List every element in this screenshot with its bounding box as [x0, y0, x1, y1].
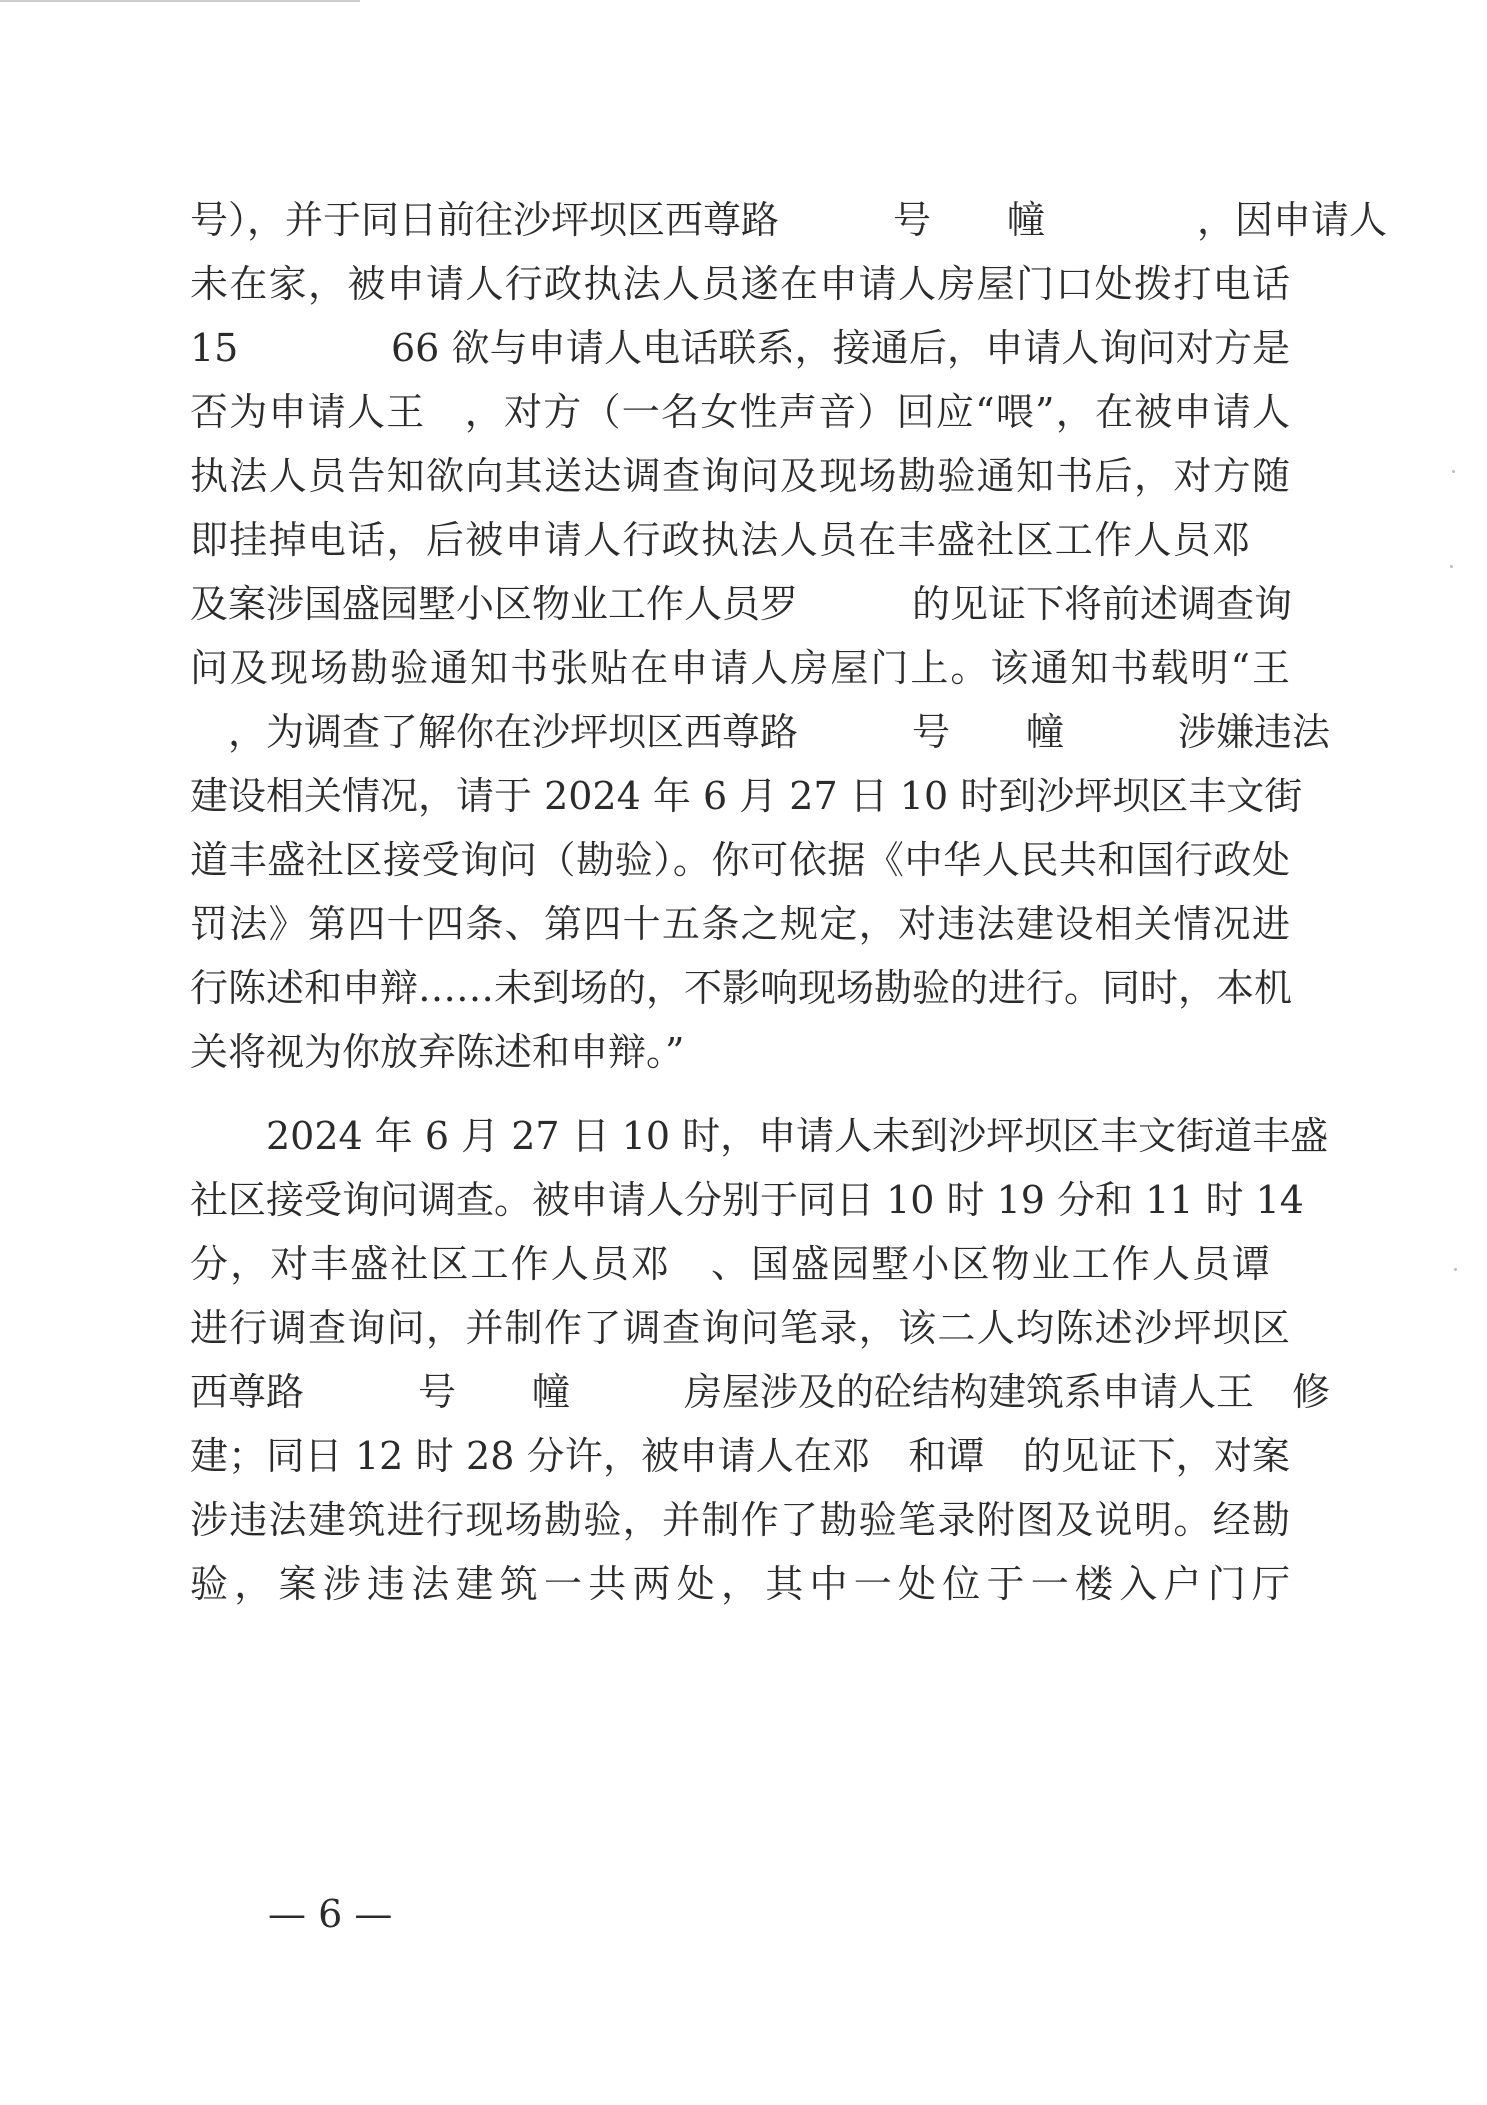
text-line-15: 2024 年 6 月 27 日 10 时，申请人未到沙坪坝区丰文街道丰盛	[190, 1114, 1329, 1158]
top-edge-rule	[0, 0, 360, 2]
text-line-4: 否为申请人王 ，对方（一名女性声音）回应“喂”，在被申请人	[190, 390, 1290, 434]
scan-speck	[1452, 470, 1455, 473]
text-line-7: 及案涉国盛园墅小区物业工作人员罗 的见证下将前述调查询	[190, 582, 1293, 626]
text-line-16: 社区接受询问调查。被申请人分别于同日 10 时 19 分和 11 时 14	[190, 1178, 1304, 1222]
text-line-22: 验，案涉违法建筑一共两处，其中一处位于一楼入户门厅	[190, 1562, 1290, 1606]
text-line-12: 罚法》第四十四条、第四十五条之规定，对违法建设相关情况进	[190, 902, 1290, 946]
text-line-20: 建；同日 12 时 28 分许，被申请人在邓 和谭 的见证下，对案	[190, 1434, 1290, 1478]
text-line-6: 即挂掉电话，后被申请人行政执法人员在丰盛社区工作人员邓	[190, 518, 1250, 562]
text-line-3: 15 66 欲与申请人电话联系，接通后，申请人询问对方是	[190, 326, 1290, 370]
page-number: — 6 —	[268, 1892, 393, 1936]
text-line-18: 进行调查询问，并制作了调查询问笔录，该二人均陈述沙坪坝区	[190, 1306, 1290, 1350]
text-line-14: 关将视为你放弃陈述和申辩。”	[190, 1030, 685, 1074]
text-line-1: 号），并于同日前往沙坪坝区西尊路 号 幢 ，因申请人	[190, 198, 1388, 242]
text-line-8: 问及现场勘验通知书张贴在申请人房屋门上。该通知书载明“王	[190, 646, 1290, 690]
text-line-19: 西尊路 号 幢 房屋涉及的砼结构建筑系申请人王 修	[190, 1370, 1331, 1414]
text-line-10: 建设相关情况，请于 2024 年 6 月 27 日 10 时到沙坪坝区丰文街	[190, 774, 1303, 818]
text-line-9: ，为调查了解你在沙坪坝区西尊路 号 幢 涉嫌违法	[228, 710, 1331, 754]
text-line-21: 涉违法建筑进行现场勘验，并制作了勘验笔录附图及说明。经勘	[190, 1498, 1290, 1542]
text-line-17: 分，对丰盛社区工作人员邓 、国盛园墅小区物业工作人员谭	[190, 1242, 1270, 1286]
scan-speck	[1454, 1268, 1457, 1271]
text-line-13: 行陈述和申辩……未到场的，不影响现场勘验的进行。同时，本机	[190, 966, 1293, 1010]
scan-speck	[1450, 565, 1453, 568]
text-line-2: 未在家，被申请人行政执法人员遂在申请人房屋门口处拨打电话	[190, 262, 1290, 306]
text-line-5: 执法人员告知欲向其送达调查询问及现场勘验通知书后，对方随	[190, 454, 1290, 498]
text-line-11: 道丰盛社区接受询问（勘验）。你可依据《中华人民共和国行政处	[190, 838, 1290, 882]
